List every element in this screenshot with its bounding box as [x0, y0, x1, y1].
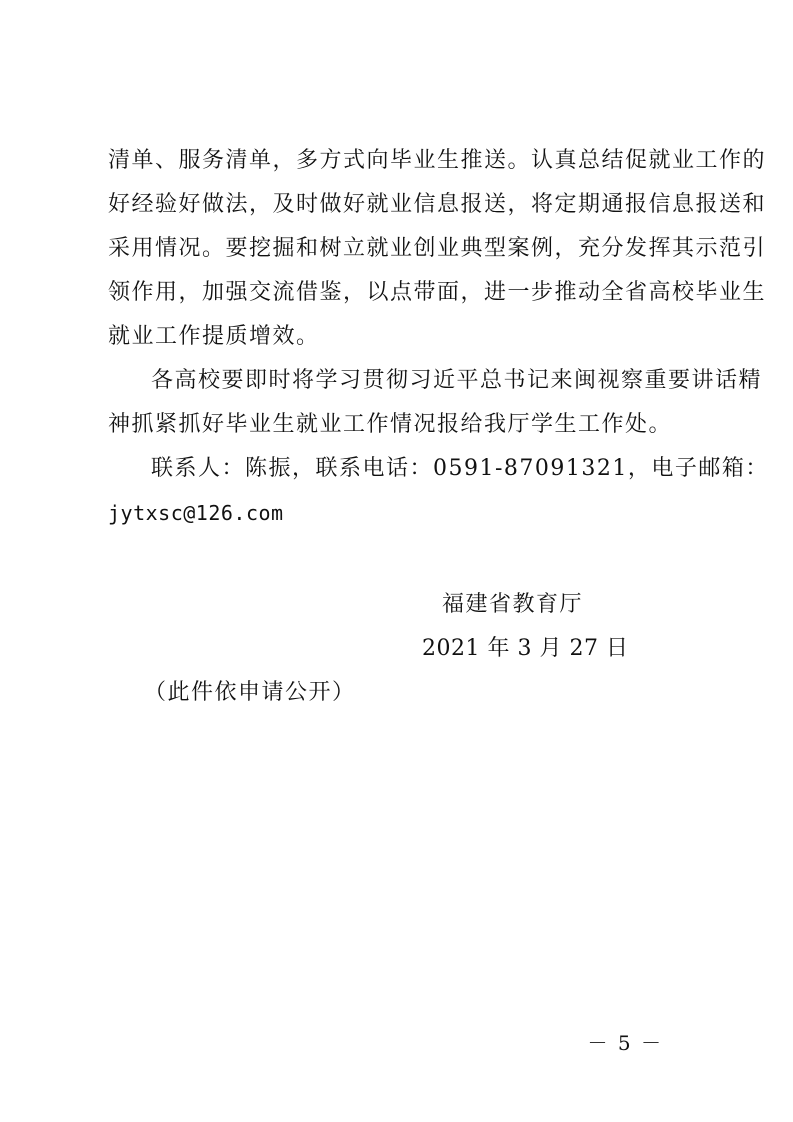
- page-number: － 5 －: [587, 1031, 663, 1055]
- signature-date: 2021 年 3 月 27 日: [422, 636, 629, 661]
- text-line: 各高校要即时将学习贯彻习近平总书记来闽视察重要讲话精: [151, 368, 763, 393]
- text-line: 就业工作提质增效。: [108, 324, 320, 349]
- text-line: 领作用，加强交流借鉴，以点带面，进一步推动全省高校毕业生: [108, 280, 767, 305]
- contact-line: 联系人：陈振，联系电话：0591-87091321，电子邮箱：: [151, 456, 769, 481]
- text-line: 采用情况。要挖掘和树立就业创业典型案例，充分发挥其示范引: [108, 236, 767, 261]
- text-line: 神抓紧抓好毕业生就业工作情况报给我厅学生工作处。: [108, 412, 673, 437]
- text-line: 好经验好做法，及时做好就业信息报送，将定期通报信息报送和: [108, 192, 767, 217]
- contact-email: jytxsc@126.com: [108, 501, 284, 525]
- disclosure-note: （此件依申请公开）: [144, 680, 356, 705]
- text-line: 清单、服务清单，多方式向毕业生推送。认真总结促就业工作的: [108, 148, 767, 173]
- signature-organization: 福建省教育厅: [442, 592, 584, 617]
